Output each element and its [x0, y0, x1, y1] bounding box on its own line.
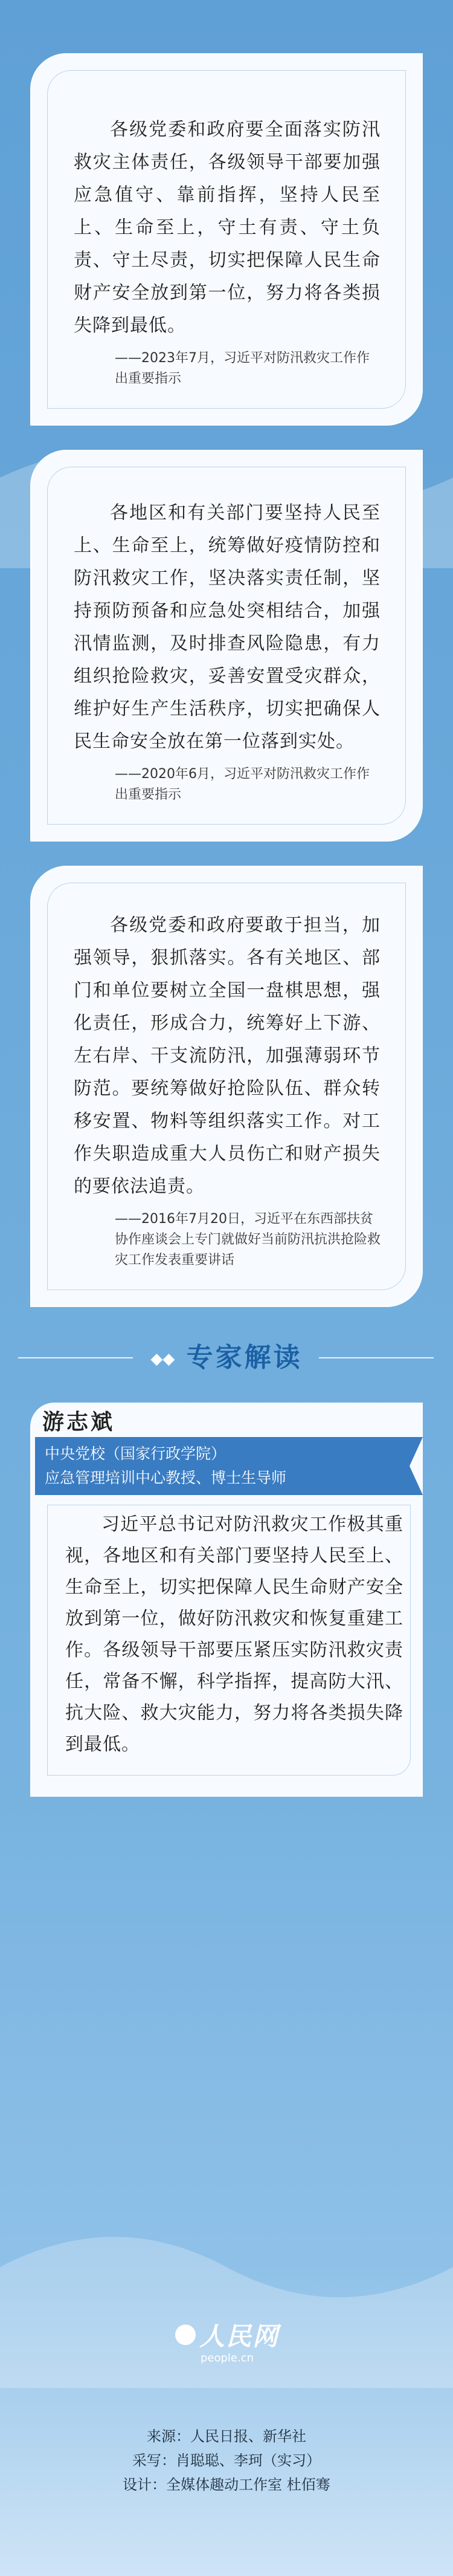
expert-section-header [0, 1331, 453, 1384]
quote-source: ——2016年7月20日，习近平在东西部扶贫协作座谈会上专门就做好当前防汛抗洪抢险救灾工作发表重要讲话 [115, 1212, 381, 1268]
people-daily-logo-icon [175, 2325, 196, 2345]
quote-card-3 [30, 866, 423, 1307]
quote-card-1 [30, 53, 423, 426]
header-divider-left [18, 1357, 133, 1358]
credits-source: 来源：人民日报、新华社 [147, 2428, 306, 2445]
quote-source: ——2023年7月，习近平对防汛救灾工作作出重要指示 [115, 351, 370, 386]
logo-mark-text: 人民网 [199, 2321, 279, 2351]
people-daily-logo [167, 2317, 288, 2377]
affiliation-line-2: 应急管理培训中心教授、博士生导师 [45, 1469, 287, 1487]
expert-name: 游志斌 [42, 1410, 115, 1435]
logo-url: people.cn [200, 2352, 254, 2364]
header-divider-right [319, 1357, 434, 1358]
quote-text: 各级党委和政府要敢于担当，加强领导，狠抓落实。各有关地区、部门和单位要树立全国一盘棋思想，强化责任，形成合力，统筹好上下游、左右岸、干支流防汛，加强薄弱环节防范。要统筹做好抢险队伍、群众转移安置、物料等组织落实工作。对工作失职造成重大人员伤亡和财产损失的要依法追责。 [74, 915, 381, 1197]
quote-card-2 [30, 450, 423, 842]
credits-writers: 采写：肖聪聪、李珂（实习） [132, 2452, 321, 2469]
affiliation-line-1: 中央党校（国家行政学院） [45, 1445, 226, 1462]
credits [0, 2424, 453, 2497]
credits-design: 设计：全媒体趣动工作室 杜佰骞 [123, 2476, 330, 2493]
diamond-left-icon: ◆◆ [150, 1350, 175, 1368]
expert-section-title: ◆◆ 专家解读 [145, 1334, 308, 1382]
quote-source: ——2020年6月，习近平对防汛救灾工作作出重要指示 [115, 767, 370, 802]
quote-text: 各地区和有关部门要坚持人民至上、生命至上，统筹做好疫情防控和防汛救灾工作，坚决落实责任制，坚持预防预备和应急处突相结合，加强汛情监测，及时排查风险隐患，有力组织抢险救灾，妥善安置受灾群众，维护好生产生活秩序，切实把确保人民生命安全放在第一位落到实处。 [74, 502, 381, 752]
expert-affiliation [35, 1437, 410, 1495]
quote-text: 各级党委和政府要全面落实防汛救灾主体责任，各级领导干部要加强应急值守、靠前指挥，坚持人民至上、生命至上，守土有责、守土负责、守土尽责，切实把保障人民生命财产安全放到第一位，努力将各类损失降到最低。 [74, 119, 381, 336]
expert-analysis-text: 习近平总书记对防汛救灾工作极其重视，各地区和有关部门要坚持人民至上、生命至上，切实把保障人民生命财产安全放到第一位，做好防汛救灾和恢复重建工作。各级领导干部要压紧压实防汛救灾责任，常备不懈，科学指挥，提高防大汛、抗大险、救大灾能力，努力将各类损失降到最低。 [65, 1514, 403, 1755]
